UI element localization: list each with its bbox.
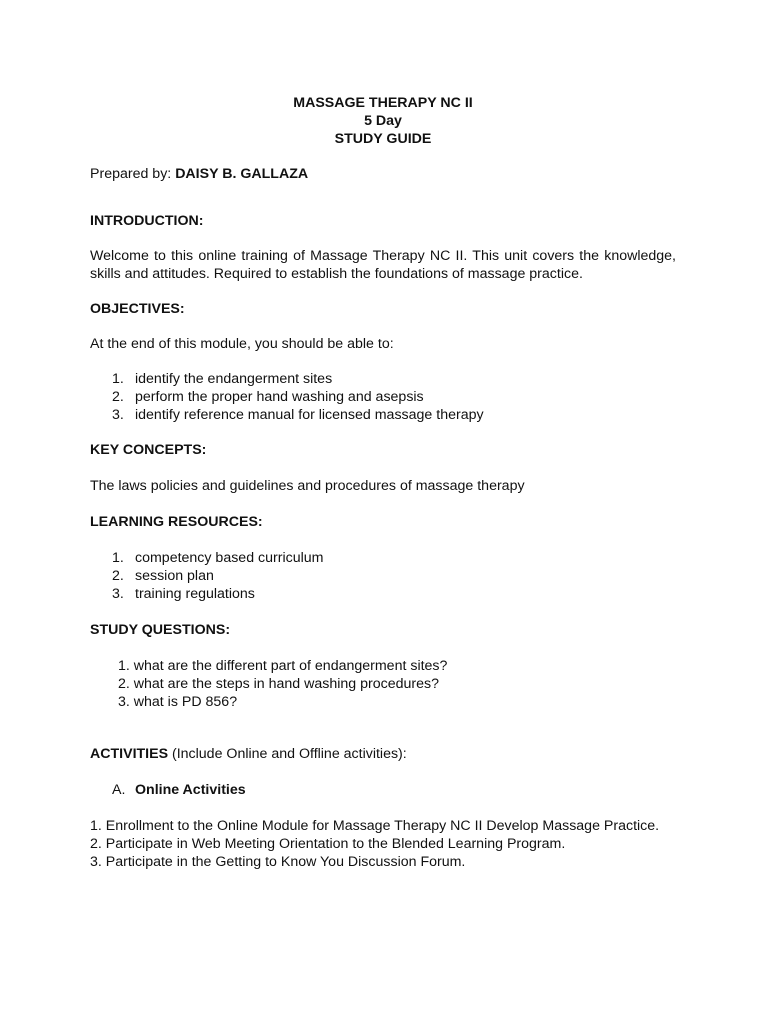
list-item: 3. training regulations [112,586,255,602]
objectives-intro: At the end of this module, you should be able to: [90,336,394,352]
list-item: 2. perform the proper hand washing and asepsis [112,389,424,405]
key-concepts-text: The laws policies and guidelines and procedures of massage therapy [90,478,525,494]
document-page [90,94,676,871]
online-activities-letter: A. [112,782,126,798]
activities-heading-line [90,745,676,763]
list-item: 2. Participate in Web Meeting Orientation to the Blended Learning Program. [90,836,566,852]
introduction-text: Welcome to this online training of Massage Therapy NC II. This unit covers the knowledge, skills and attitudes. Required to establish the foundations of massage practice. [90,248,676,282]
list-item: 2. session plan [112,568,214,584]
title-line-1: MASSAGE THERAPY NC II [293,95,473,111]
online-activities-label: Online Activities [135,782,246,798]
key-concepts-heading: KEY CONCEPTS: [90,442,207,458]
activities-note: (Include Online and Offline activities): [168,746,407,762]
activities-list [90,817,676,871]
title-line-3: STUDY GUIDE [334,131,432,147]
activities-heading: ACTIVITIES [90,746,169,762]
title-line-2: 5 Day [364,113,402,129]
list-item: 1. what are the different part of endangerment sites? [118,658,448,674]
list-item: 1. Enrollment to the Online Module for Massage Therapy NC II Develop Massage Practice. [90,818,660,834]
prepared-by-label: Prepared by: [90,166,172,182]
online-activities-heading [90,781,676,799]
introduction-heading: INTRODUCTION: [90,213,204,229]
list-item: 3. identify reference manual for licensed massage therapy [112,407,484,423]
study-questions-list [90,657,676,711]
objectives-heading: OBJECTIVES: [90,301,185,317]
list-item: 3. Participate in the Getting to Know You Discussion Forum. [90,854,466,870]
list-item: 1. competency based curriculum [112,550,324,566]
prepared-by [90,165,676,183]
objectives-list [90,370,676,424]
document-title [90,94,676,148]
list-item: 2. what are the steps in hand washing procedures? [118,676,439,692]
learning-resources-heading: LEARNING RESOURCES: [90,514,263,530]
learning-resources-list [90,549,676,603]
author-name: DAISY B. GALLAZA [175,166,309,182]
list-item: 1. identify the endangerment sites [112,371,333,387]
list-item: 3. what is PD 856? [118,694,238,710]
study-questions-heading: STUDY QUESTIONS: [90,622,231,638]
